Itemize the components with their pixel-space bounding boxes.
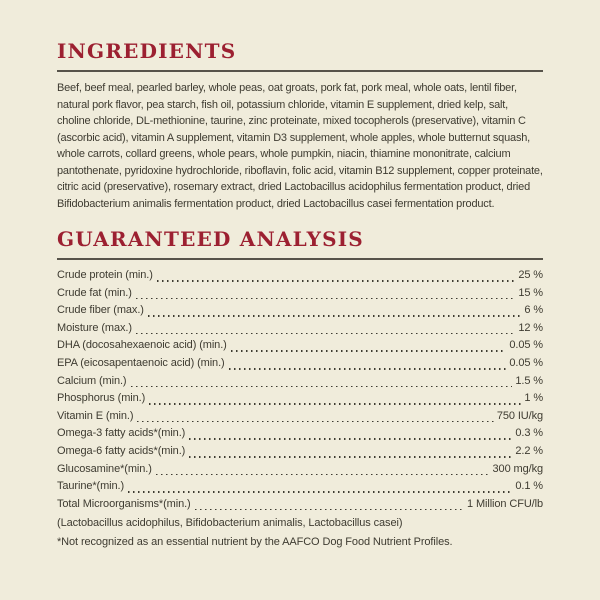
analysis-label: DHA (docosahexaenoic acid) (min.) [57,339,227,352]
analysis-label: Total Microorganisms*(min.) [57,497,191,510]
analysis-label: EPA (eicosapentaenoic acid) (min.) [57,356,225,369]
analysis-label: Calcium (min.) [57,374,127,387]
analysis-value: 1 % [524,392,543,405]
table-row [57,461,543,479]
table-row [57,373,543,391]
analysis-value: 15 % [518,286,543,299]
dot-leader [157,280,515,282]
analysis-value: 300 mg/kg [492,462,543,475]
table-row [57,478,543,496]
dot-leader [231,350,507,352]
analysis-value: 2.2 % [515,444,543,457]
dot-leader [131,386,513,388]
microorganisms-note: (Lactobacillus acidophilus, Bifidobacterium animalis, Lactobacillus casei) [57,517,403,530]
table-row [57,337,543,355]
analysis-value: 0.1 % [515,480,543,493]
table-row [57,302,543,320]
analysis-value: 12 % [518,321,543,334]
analysis-value: 0.3 % [515,427,543,440]
analysis-value: 25 % [518,269,543,281]
analysis-table [57,267,543,513]
table-row [57,425,543,443]
dot-leader [156,474,490,476]
ingredients-heading: INGREDIENTS [57,39,237,63]
analysis-label: Omega-3 fatty acids*(min.) [57,427,186,440]
table-row [57,496,543,514]
analysis-value: 750 IU/kg [496,409,543,422]
guaranteed-analysis-divider [57,258,543,260]
aafco-footnote: *Not recognized as an essential nutrient by the AAFCO Dog Food Nutrient Profiles. [57,535,453,548]
dot-leader [136,333,515,335]
dot-leader [189,438,512,440]
guaranteed-analysis-heading: GUARANTEED ANALYSIS [57,227,364,251]
table-row [57,408,543,426]
analysis-value: 0.05 % [509,339,543,352]
dot-leader [137,421,493,423]
table-row [57,320,543,338]
analysis-value: 1 Million CFU/lb [466,497,543,510]
dot-leader [136,298,516,300]
ingredients-divider [57,70,543,72]
table-row [57,443,543,461]
table-row [57,267,543,285]
analysis-label: Crude protein (min.) [57,269,153,281]
table-row [57,285,543,303]
ingredients-text: Beef, beef meal, pearled barley, whole peas, oat groats, pork fat, pork meal, whole oats, lentil fiber, natural pork flavor, pea starch, fish oil, potassium chloride, vitamin E supplement, dried kelp, salt, choline chloride, DL-methionine, taurine, zinc proteinate, mixed tocopherols (preservative), vitamin C (ascorbic acid), vitamin A supplement, vitamin D3 supplement, whole apples, whole butternut squash, whole carrots, collard greens, whole pears, whole pumpkin, niacin, thiamine mononitrate, calcium pantothenate, pyridoxine hydrochloride, riboflavin, folic acid, vitamin B12 supplement, copper proteinate, citric acid (preservative), rosemary extract, dried Lactobacillus acidophilus fermentation product, dried Bifidobacterium animalis fermentation product, dried Lactobacillus casei fermentation product. [57,82,543,210]
analysis-label: Vitamin E (min.) [57,409,134,422]
analysis-label: Taurine*(min.) [57,480,125,493]
dot-leader [148,315,522,317]
ingredients-section [57,40,543,212]
analysis-label: Glucosamine*(min.) [57,462,152,475]
analysis-value: 1.5 % [515,374,543,387]
analysis-label: Crude fiber (max.) [57,304,144,317]
table-row [57,355,543,373]
analysis-label: Phosphorus (min.) [57,392,146,405]
table-row [57,390,543,408]
analysis-value: 6 % [524,304,543,317]
dot-leader [189,456,512,458]
dot-leader [195,509,464,511]
analysis-label: Omega-6 fatty acids*(min.) [57,444,186,457]
guaranteed-analysis-section [57,228,543,550]
analysis-label: Crude fat (min.) [57,286,132,299]
dot-leader [128,491,512,493]
analysis-label: Moisture (max.) [57,321,132,334]
dot-leader [149,403,521,405]
analysis-value: 0.05 % [509,356,543,369]
dot-leader [229,368,507,370]
